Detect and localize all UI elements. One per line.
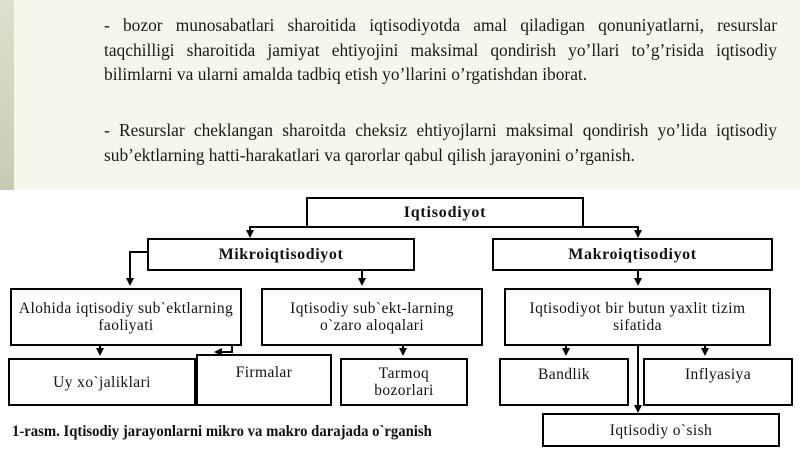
- node-mikroiqtisodiyot: Mikroiqtisodiyot: [147, 238, 415, 271]
- node-tarmoq-bozorlari: Tarmoq bozorlari: [340, 358, 468, 406]
- node-iqtisodiyot: Iqtisodiyot: [306, 197, 584, 228]
- node-firmalar: Firmalar: [196, 354, 332, 406]
- node-ozaro-aloqalar: Iqtisodiy sub`ekt-larning o`zaro aloqalari: [261, 288, 483, 346]
- paragraph-2: - Resurslar cheklangan sharoitda cheksiz ehtiyojlarni maksimal qondirish yo’lida iqtisodiy sub’ektlarning hatti-harakatlari va qarorlar qabul qilish jarayonini o’rganish.: [104, 120, 777, 165]
- paragraph-1: - bozor munosabatlari sharoitida iqtisodiyotda amal qiladigan qonuniyatlarni, resurslar taqchilligi sharoitida jamiyat ehtiyojini maksimal qondirish yo’llari to’g’risida iqtisodiy bilimlarni va ularni amalda tadbiq etish yo’llarini o’rgatishdan iborat.: [104, 15, 777, 84]
- node-alohida-subektlar: Alohida iqtisodiy sub`ektlarning faoliyati: [10, 288, 242, 346]
- figure-caption: 1-rasm. Iqtisodiy jarayonlarni mikro va makro darajada o`rganish: [12, 423, 432, 440]
- node-uy-xojaliklari: Uy xo`jaliklari: [8, 358, 196, 406]
- node-inflyasiya: Inflyasiya: [643, 358, 793, 406]
- node-bandlik: Bandlik: [499, 358, 629, 406]
- node-iqtisodiy-osish: Iqtisodiy o`sish: [542, 413, 780, 447]
- node-makroiqtisodiyot: Makroiqtisodiyot: [492, 238, 773, 271]
- node-yaxlit-tizim: Iqtisodiyot bir butun yaxlit tizim sifatida: [504, 288, 771, 346]
- arrow-micro-to-topic-1: [130, 252, 147, 284]
- arrow-root-to-micro: [250, 227, 330, 236]
- arrow-root-to-macro: [583, 227, 638, 236]
